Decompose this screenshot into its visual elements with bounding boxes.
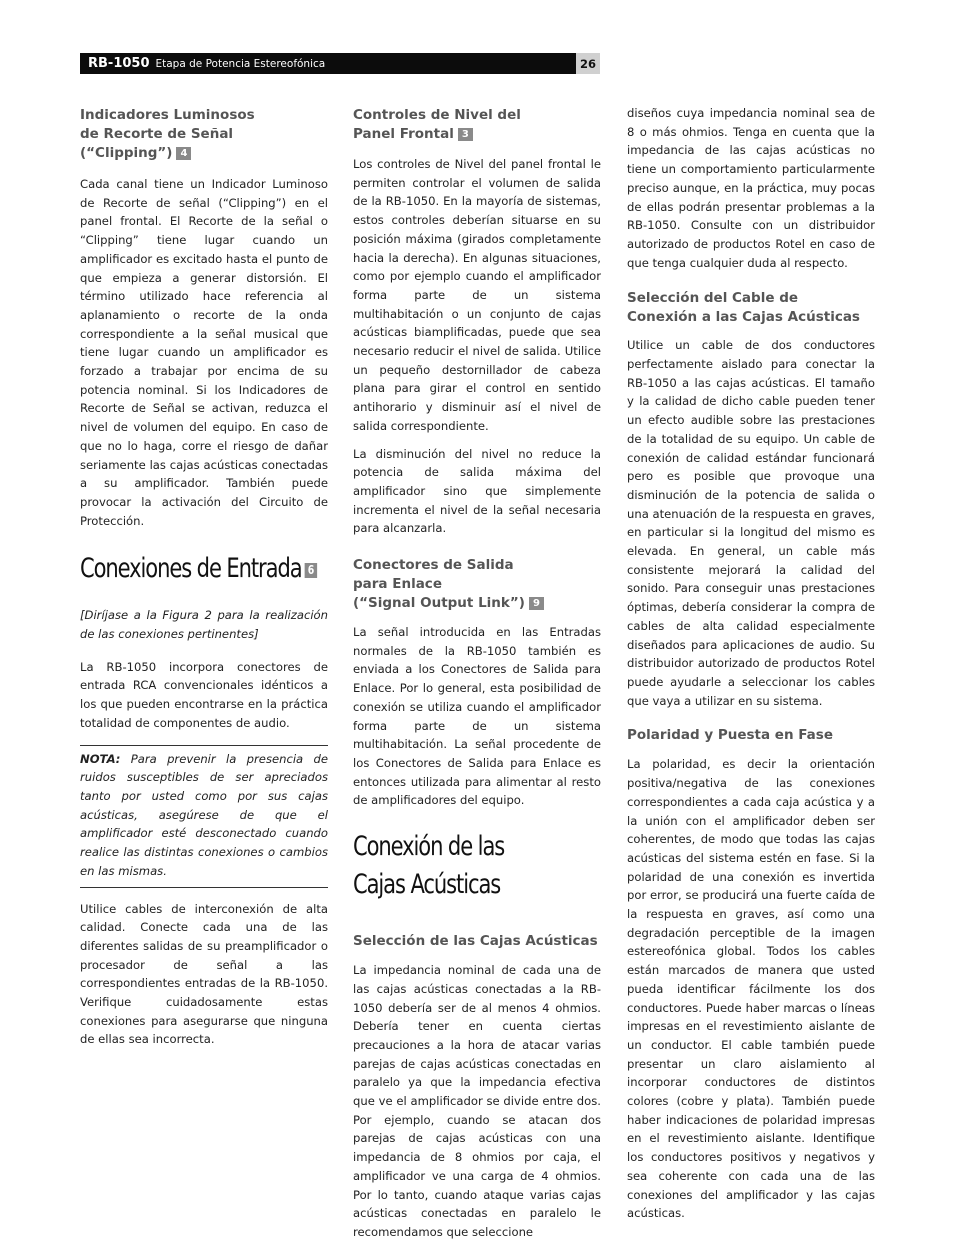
speaker-selection-text: La impedancia nominal de cada una de las cajas acústicas conectadas a la RB-1050 debería ser de al menos 4 ohmios. Debería tener en cuenta ciertas precauciones a la hora de atacar varias parejas de cajas acústicas conectadas en paralelo ya que la impedancia efectiva que ve el amplificador se divide entre dos. Por ejemplo, cuando se atacan dos parejas de cajas acústicas con una impedancia de 8 ohmios por caja, el amplificador ve una carga de 4 ohmios. Por lo tanto, cuando ataque varias cajas acústicas conectadas en paralelo le recomendamos que seleccione	[353, 963, 601, 1239]
speaker-cable-text: Utilice un cable de dos conductores perfectamente aislado para conectar la RB-1050 a las cajas acústicas. El tamaño y la calidad de dicho cable pueden tener un efecto audible sobre las prestaciones de la totalidad de su equipo. Un cable de conexión de calidad estándar funcionará pero es posible que provoque una disminución de la potencia de salida o una atenuación de la respuesta en graves, en particular si la longitud del mismo es elevada. En general, un cable más consistente mejorará la calidad del sonido. Para conseguir unas prestaciones óptimas, debería considerar la compra de cables de alta calidad especialmente diseñados para aplicaciones de audio. Su distribuidor autorizado de productos Rotel puede ayudarle a seleccionar los cables que vaya a utilizar en su sistema.	[627, 338, 875, 708]
note-box	[80, 745, 328, 888]
clipping-heading: Indicadores Luminosos de Recorte de Señal (“Clipping”) 4	[80, 107, 255, 161]
note-text: Para prevenir la presencia de ruidos susceptibles de ser apreciados tanto por usted como por sus cajas acústicas, asegúrese de que el amplificador esté desconectado cuando realice las distintas conexiones o cambios en las mismas.	[80, 751, 328, 878]
speaker-selection-continued: diseños cuya impedancia nominal sea de 8 o más ohmios. Tenga en cuenta que la impedancia de las cajas acústicas no tiene un comportamiento particularmente preciso aunque, en la práctica, muy pocas de ellas podrán presentar problemas a la RB-1050. Consulte con un distribuidor autorizado de productos Rotel en caso de que tenga cualquier duda al respecto.	[627, 106, 875, 270]
column-left	[80, 106, 328, 1049]
clipping-text: Cada canal tiene un Indicador Luminoso de Recorte de señal (“Clipping”) en el panel frontal. El Recorte de la señal o “Clipping” tiene lugar cuando un amplificador es excitado hasta el punto de que empieza a generar distorsión. El término utilizado hace referencia al aplanamiento o recorte de la onda correspondiente a la señal musical que tiene lugar cuando un amplificador es forzado a trabajar por encima de su potencia nominal. Si los Indicadores de Recorte de Señal se activan, reduzca el nivel de volumen del equipo. En caso de que no lo haga, corre el riesgo de dañar seriamente las cajas acústicas conectadas a su amplificador. También puede provocar la activación del Circuito de Protección.	[80, 177, 328, 528]
model-name: RB-1050	[88, 56, 150, 71]
output-link-text: La señal introducida en las Entradas normales de la RB-1050 también es enviada a los Conectores de Salida para Enlace. Por lo general, esta posibilidad de conexión se utiliza cuando el amplificador forma parte de un sistema multihabitación. La señal procedente de los Conectores de Salida para Enlace es entonces utilizada para alimentar al resto de amplificadores del equipo.	[353, 625, 601, 808]
speakers-section-title: Conexión de las Cajas Acústicas	[353, 831, 505, 901]
level-text-1: Los controles de Nivel del panel frontal le permiten controlar el volumen de salida de la RB-1050. En la mayoría de sistemas, estos controles deberían situarse en su posición máxima (girados completamente hacia la derecha). En algunas situaciones, como por ejemplo cuando el amplificador forma parte de un sistema multihabitación o un conjunto de cajas acústicas biamplificadas, puede que sea necesario reducir el nivel de salida. Utilice un pequeño destornillador de cabeza plana para girar el control en sentido antihorario y disminuir así el nivel de salida correspondiente.	[353, 157, 601, 433]
polarity-text: La polaridad, es decir la orientación positiva/negativa de las conexiones correspondientes a cada caja acústica y a la unión con el amplificador deben ser coherentes, de modo que todas las cajas acústicas del sistema estén en fase. Si la polaridad de una conexión es invertida por error, se producirá una fuerte caída de la respuesta en graves, así como una degradación perceptible de la imagen estereofónica global. Todos los cables están marcados de manera que usted pueda identificar fácilmente los dos conductores. Puede haber marcas o líneas impresas en el revestimiento aislante de un conductor. El cable también puede presentar un claro aislamiento al incorporar conductores de distintos colores (cobre y plata). También puede haber indicaciones de polaridad impresas en el revestimiento aislante. Identifique los conductores positivos y negativos y sea coherente con cada una de las conexiones del amplificador y las cajas acústicas.	[627, 757, 875, 1221]
product-description: Etapa de Potencia Estereofónica	[155, 57, 326, 70]
speaker-cable-heading: Selección del Cable de Conexión a las Cajas Acústicas	[627, 290, 860, 326]
note-label: NOTA:	[80, 751, 121, 766]
reference-badge: 4	[176, 147, 191, 160]
level-controls-heading: Controles de Nivel del Panel Frontal 3	[353, 107, 521, 142]
reference-badge: 3	[458, 128, 473, 141]
reference-badge: 9	[529, 597, 544, 610]
column-middle	[353, 106, 601, 1242]
figure-reference: [Diríjase a la Figura 2 para la realización de las conexiones pertinentes]	[80, 608, 328, 642]
page-number: 26	[576, 53, 600, 74]
cables-text: Utilice cables de interconexión de alta calidad. Conecte cada una de las diferentes salidas de su preamplificador o procesador de señal a las correspondientes entradas de la RB-1050. Verifique cuidadosamente estas conexiones para asegurarse que ninguna de ellas sea incorrecta.	[80, 901, 328, 1047]
level-text-2: La disminución del nivel no reduce la potencia de salida máxima del amplificador sino que simplemente incrementa el nivel de la señal necesaria para alcanzarla.	[353, 446, 601, 536]
reference-badge: 6	[305, 563, 318, 578]
inputs-text: La RB-1050 incorpora conectores de entrada RCA convencionales idénticos a los que pueden encontrarse en la práctica totalidad de componentes de audio.	[80, 659, 328, 730]
inputs-section-title: Conexiones de Entrada 6	[80, 550, 273, 588]
page-header-bar	[80, 53, 576, 74]
polarity-heading: Polaridad y Puesta en Fase	[627, 727, 833, 744]
column-right	[627, 104, 875, 1223]
output-link-heading: Conectores de Salida para Enlace (“Signal Output Link”) 9	[353, 556, 601, 613]
speaker-selection-heading: Selección de las Cajas Acústicas	[353, 933, 598, 950]
